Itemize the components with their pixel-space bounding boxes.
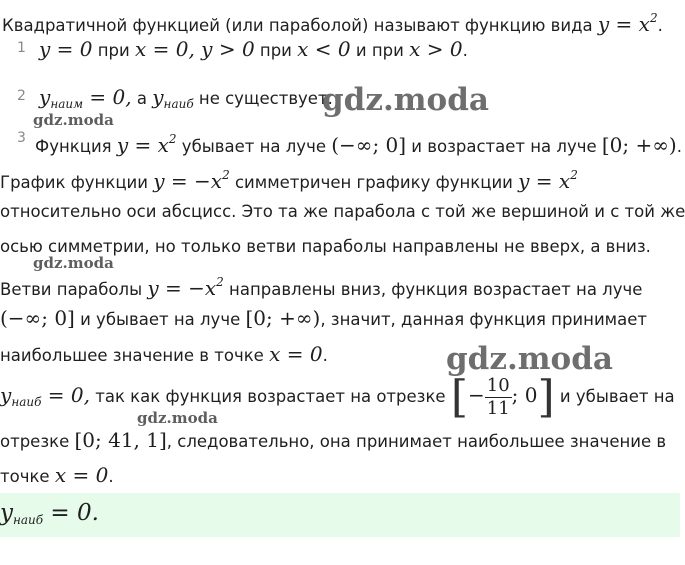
intro-text: Квадратичной функцией (или параболой) называют функцию вида	[2, 16, 593, 35]
fraction: $\frac{10}{11}$	[486, 375, 510, 419]
answer-box	[0, 493, 680, 537]
watermark-4: gdz.moda	[446, 341, 613, 377]
item-3: Функция $y = x^2$ убывает на луче (−∞; 0] и возрастает на луче [0; +∞).	[35, 132, 682, 157]
para2-line1: Ветви параболы $y = -x^2$ направлены вниз, функция возрастает на луче	[0, 275, 643, 300]
para2-line3: наибольшее значение в точке x = 0.	[0, 342, 328, 366]
item-number-2: 2	[17, 88, 26, 104]
para1-line3: осью симметрии, но только ветви параболы направлены не вверх, а вниз.	[0, 237, 651, 256]
item-number-3: 3	[17, 130, 26, 146]
item-number-1: 1	[17, 40, 26, 56]
para3-line2: отрезке [0; 41, 1], следовательно, она принимает наибольшее значение в	[0, 428, 667, 452]
para1-line1: График функции $y = -x^2$ симметричен графику функции $y = x^2$	[0, 168, 578, 193]
watermark-3: gdz.moda	[33, 254, 114, 272]
para2-line2: (−∞; 0] и убывает на луче [0; +∞), значит, данная функция принимает	[0, 306, 647, 330]
item-1: y = 0 при x = 0, y > 0 при x < 0 и при x > 0.	[39, 37, 468, 61]
intro-formula: $y = x^2$	[597, 11, 658, 36]
para1-line2: относительно оси абсцисс. Это та же парабола с той же вершиной и с той же	[0, 202, 685, 221]
para3-line3: точке x = 0.	[0, 463, 114, 487]
watermark-5: gdz.moda	[137, 409, 218, 427]
watermark-2: gdz.moda	[322, 82, 489, 118]
intro-line: Квадратичной функцией (или параболой) называют функцию вида $y = x^2$.	[2, 11, 663, 36]
answer-formula: $y_{наиб} = 0$.	[0, 500, 99, 527]
watermark-1: gdz.moda	[33, 111, 114, 129]
item-2: $y_{наим} = 0$, а $y_{наиб}$ не существует.	[39, 85, 333, 111]
para3-line1: $y_{наиб} = 0$, так как функция возрастает на отрезке [− $\frac{10}{11}$ ; 0] и убывает на	[0, 371, 675, 423]
